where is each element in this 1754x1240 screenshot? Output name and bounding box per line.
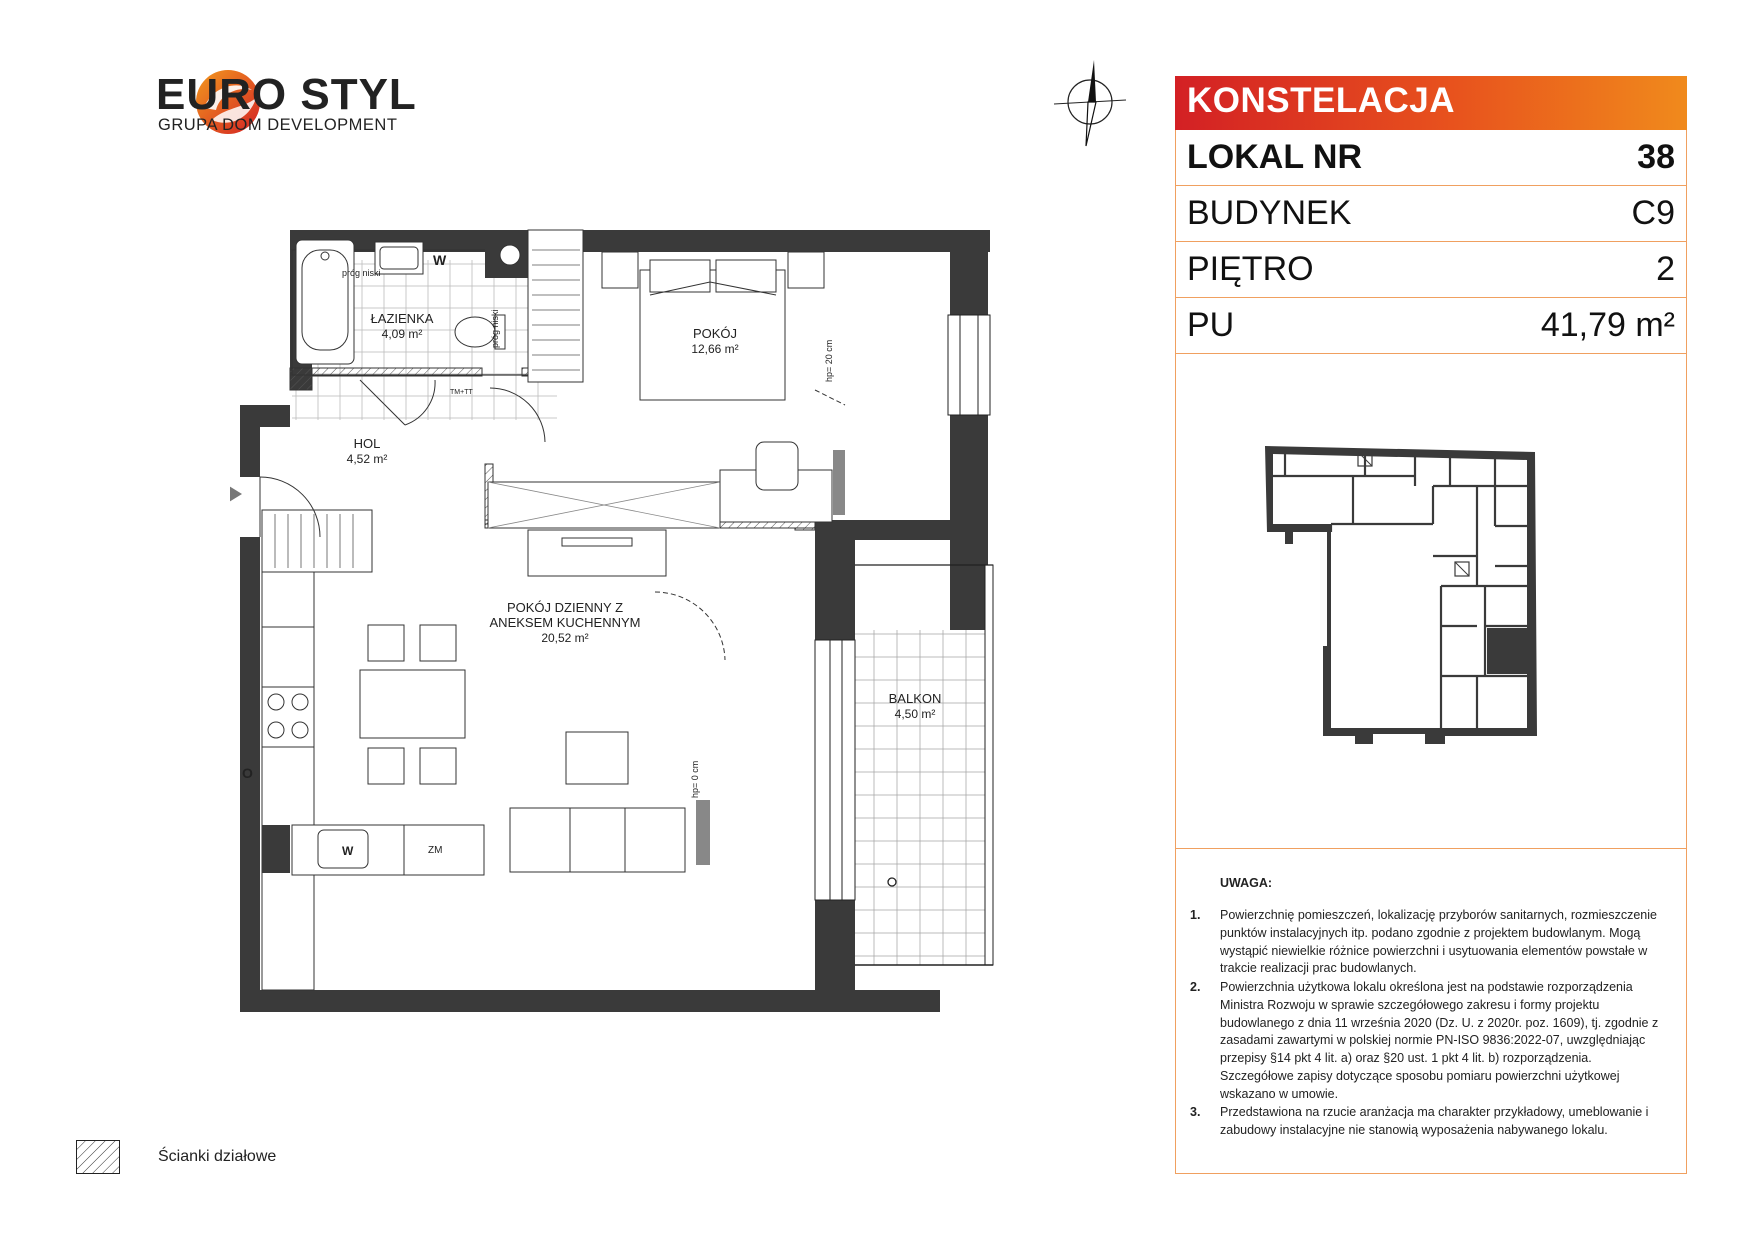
- room-bedroom-name: POKÓJ: [692, 326, 738, 341]
- room-living-name-2: ANEKSEM KUCHENNYM: [489, 615, 641, 630]
- tv-unit: [528, 530, 666, 576]
- balcony-floor: [845, 630, 985, 965]
- lokal-label: LOKAL NR: [1187, 138, 1363, 176]
- room-bathroom-area: 4,09 m²: [381, 327, 423, 341]
- hp-bedroom-label: hp= 20 cm: [824, 339, 834, 382]
- note-3-text: Przedstawiona na rzucie aranżacja ma charakter przykładowy, umeblowanie i zabudowy instalacyjne nie stanowią wyposażenia nabywanego lokalu.: [1220, 1105, 1649, 1137]
- hp-living-label: hp= 0 cm: [690, 760, 700, 798]
- notes-title: UWAGA:: [1220, 876, 1273, 890]
- cooktop: [262, 687, 314, 747]
- room-bathroom-name: ŁAZIENKA: [370, 311, 434, 326]
- note-1-num: 1.: [1190, 908, 1201, 922]
- zm-marker: ZM: [428, 845, 443, 856]
- info-row-pietro: [1175, 242, 1687, 298]
- coffee-table: [566, 732, 628, 784]
- room-living-area: 20,52 m²: [541, 631, 589, 645]
- note-2-num: 2.: [1190, 980, 1201, 994]
- floor-plan: [230, 220, 1020, 1020]
- building-key-plan: [1265, 446, 1585, 786]
- budynek-value: C9: [1631, 194, 1675, 232]
- project-name: KONSTELACJA: [1187, 81, 1456, 120]
- info-row-budynek: [1175, 186, 1687, 242]
- budynek-label: BUDYNEK: [1187, 194, 1352, 232]
- room-balcony-area: 4,50 m²: [894, 707, 936, 721]
- note-1-text: Powierzchnię pomieszczeń, lokalizację przyborów sanitarnych, rozmieszczenie punktów instalacyjnych itp. podano zgodnie z projektem budowlanym. Mogą wystąpić niewielkie różnice powierzchni i usytuowania elementów powstałe w trakcie realizacji prac budowlanych.: [1220, 908, 1657, 976]
- pu-value: 41,79 m²: [1540, 306, 1675, 344]
- chair: [756, 442, 798, 490]
- threshold-label-2: próg niski: [490, 309, 500, 348]
- dining-table: [360, 670, 465, 738]
- w-marker: W: [433, 252, 447, 268]
- info-panel: [1175, 76, 1687, 1176]
- info-row-lokal: [1175, 130, 1687, 186]
- brand-name: EURO STYL: [156, 70, 417, 119]
- o-marker: O: [242, 765, 253, 781]
- room-living-name-1: POKÓJ DZIENNY Z: [506, 600, 624, 615]
- lokal-value: 38: [1637, 138, 1675, 176]
- brand-tagline: GRUPA DOM DEVELOPMENT: [158, 116, 398, 134]
- note-3-num: 3.: [1190, 1105, 1201, 1119]
- hatch-swatch-icon: [76, 1140, 120, 1174]
- legend-label: Ścianki działowe: [158, 1148, 277, 1165]
- w-marker-kitchen: W: [342, 844, 354, 858]
- pietro-value: 2: [1656, 250, 1675, 288]
- entrance-triangle-icon: [230, 478, 242, 510]
- threshold-label-1: próg niski: [342, 268, 381, 278]
- project-header: [1175, 76, 1687, 130]
- info-row-pu: [1175, 298, 1687, 354]
- pu-label: PU: [1187, 306, 1235, 344]
- highlighted-unit: [1487, 628, 1527, 674]
- room-balcony-name: BALKON: [888, 691, 942, 706]
- sofa: [510, 808, 685, 872]
- room-bedroom-area: 12,66 m²: [691, 342, 739, 356]
- note-2-text: Powierzchnia użytkowa lokalu określona jest na podstawie rozporządzenia Ministra Rozwoju w sprawie szczegółowego zakresu i formy projektu budowlanego z dnia 11 września 2020 (Dz. U. z 2020r. poz. 1609), tj. zgodnie z zasadami zawartymi w polskiej normie PN-ISO 9836:2022-07, uwzględniając przepisy §14 pkt 4 lit. a) oraz §20 ust. 1 pkt 4 lit. b) rozporządzenia. Szczegółowe zapisy dotyczące sposobu pomiaru powierzchni użytkowej wskazano w umowie.: [1220, 980, 1659, 1101]
- north-arrow-icon: [1050, 56, 1130, 150]
- toilet: [455, 317, 495, 347]
- room-hall-name: HOL: [353, 436, 381, 451]
- panel-divider: [1175, 848, 1687, 849]
- tmtt-label: TM+TT: [450, 389, 473, 396]
- pietro-label: PIĘTRO: [1187, 250, 1314, 288]
- room-hall-area: 4,52 m²: [346, 452, 388, 466]
